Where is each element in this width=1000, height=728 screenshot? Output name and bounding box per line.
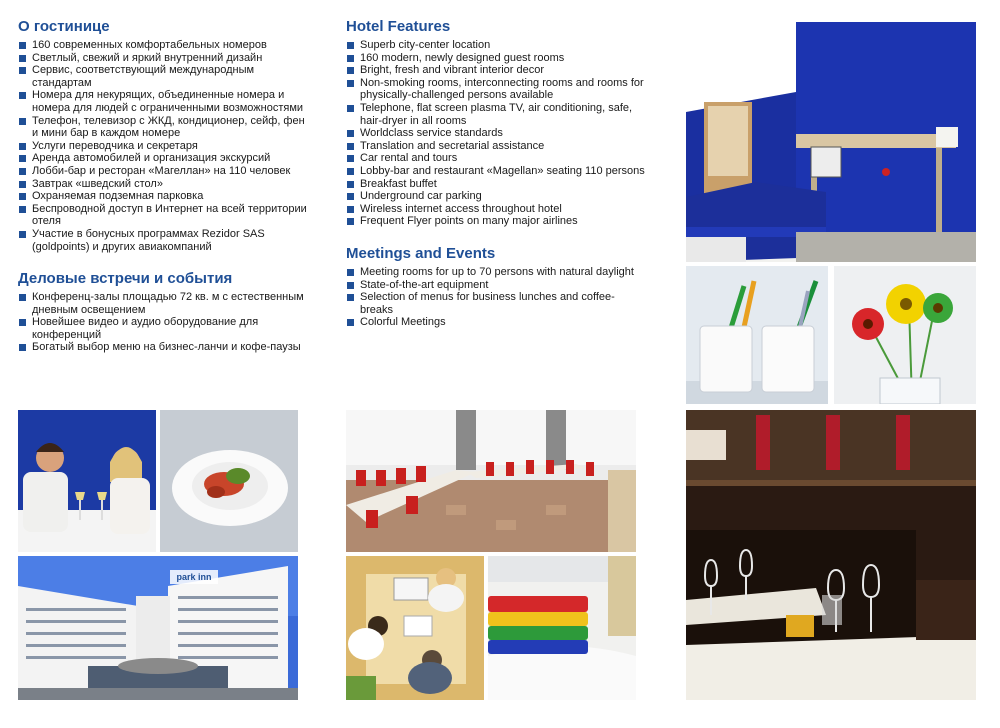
flowers-photo [834,266,976,404]
en-features-list [346,39,646,228]
ru-meetings-title: Деловые встречи и события [18,270,233,288]
conference-room-photo [346,410,636,552]
list-item: Беспроводной доступ в Интернет на всей территории отеля [18,203,308,228]
restaurant-photo [686,410,976,700]
list-item: 160 modern, newly designed guest rooms [346,52,646,65]
list-item: Underground car parking [346,190,646,203]
list-item: Телефон, телевизор с ЖКД, кондиционер, сейф, фен и мини бар в каждом номере [18,115,308,140]
list-item: Wireless internet access throughout hotel [346,203,646,216]
list-item: Сервис, соответствующий международным стандартам [18,64,308,89]
list-item: Новейшее видео и аудио оборудование для конференций [18,316,308,341]
list-item: Breakfast buffet [346,178,646,191]
ru-meetings-list [18,291,308,354]
couple-dining-photo [18,410,156,552]
building-sign: park inn [176,572,212,582]
list-item: Bright, fresh and vibrant interior decor [346,64,646,77]
list-item: Охраняемая подземная парковка [18,190,308,203]
list-item: Lobby-bar and restaurant «Magellan» seating 110 persons [346,165,646,178]
list-item: Colorful Meetings [346,316,646,329]
hotel-building-photo [18,556,298,700]
list-item: Worldclass service standards [346,127,646,140]
list-item: Богатый выбор меню на бизнес-ланчи и кофе-паузы [18,341,308,354]
en-meetings-list [346,266,646,329]
dish-photo [160,410,298,552]
list-item: Номера для некурящих, объединенные номера и номера для людей с ограниченными возможностями [18,89,308,114]
list-item: Светлый, свежий и яркий внутренний дизайн [18,52,308,65]
list-item: Translation and secretarial assistance [346,140,646,153]
en-column [346,18,646,329]
list-item: Car rental and tours [346,152,646,165]
towels-photo [488,556,636,700]
ru-column [18,18,308,354]
en-meetings-title: Meetings and Events [346,244,496,262]
list-item: Участие в бонусных программах Rezidor SAS (goldpoints) и других авиакомпаний [18,228,308,253]
list-item: Услуги переводчика и секретаря [18,140,308,153]
list-item: Аренда автомобилей и организация экскурсий [18,152,308,165]
ru-about-list [18,39,308,253]
list-item: Non-smoking rooms, interconnecting rooms and rooms for physically-challenged persons available [346,77,646,102]
list-item: Telephone, flat screen plasma TV, air conditioning, safe, hair-dryer in all rooms [346,102,646,127]
list-item: Meeting rooms for up to 70 persons with natural daylight [346,266,646,279]
business-meeting-photo [346,556,484,700]
en-features-title: Hotel Features [346,18,451,35]
list-item: Superb city-center location [346,39,646,52]
hotel-room-photo [686,22,976,262]
list-item: Завтрак «шведский стол» [18,178,308,191]
list-item: Конференц-залы площадью 72 кв. м с естественным дневным освещением [18,291,308,316]
list-item: State-of-the-art equipment [346,279,646,292]
ru-about-title: О гостинице [18,18,110,35]
toothbrushes-photo [686,266,828,404]
list-item: Selection of menus for business lunches and coffee-breaks [346,291,646,316]
list-item: Лобби-бар и ресторан «Магеллан» на 110 человек [18,165,308,178]
list-item: 160 современных комфортабельных номеров [18,39,308,52]
list-item: Frequent Flyer points on many major airlines [346,215,646,228]
